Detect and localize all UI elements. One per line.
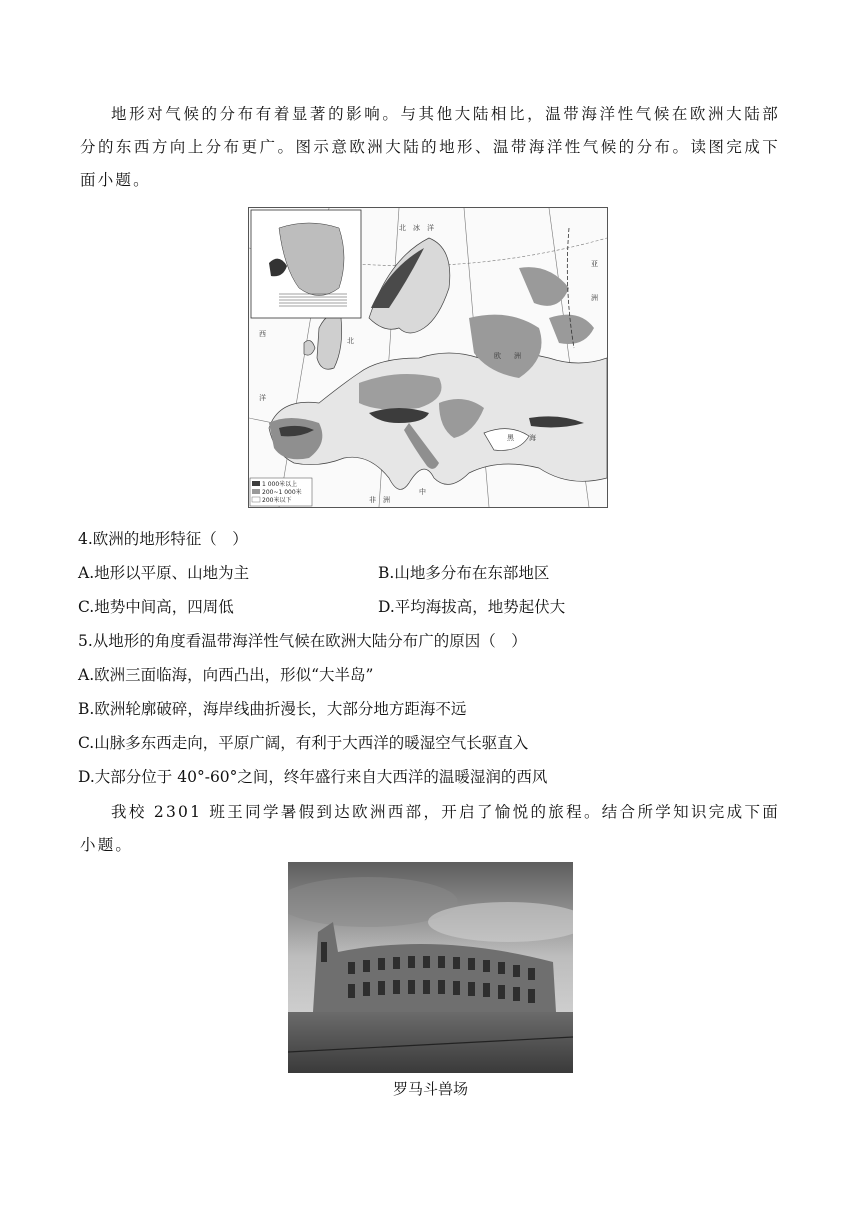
q4-stem: 4.欧洲的地形特征（ ） [78, 530, 248, 548]
label-mediterranean: 中 [419, 488, 426, 496]
label-black-sea-2: 海 [529, 434, 536, 442]
legend-mid: 200~1 000米 [262, 489, 302, 496]
label-europe-east-2: 洲 [514, 352, 521, 360]
q4-option-b: B.山地多分布在东部地区 [378, 564, 550, 582]
label-atlantic-west: 西 [259, 330, 266, 338]
europe-terrain-map [248, 207, 608, 508]
legend-low: 200米以下 [262, 497, 292, 504]
q4-option-d: D.平均海拔高，地势起伏大 [378, 598, 566, 616]
label-europe-east: 欧 [494, 352, 501, 360]
q5-option-a: A.欧洲三面临海，向西凸出，形似“大半岛” [78, 666, 374, 684]
legend-high: 1 000米以上 [262, 481, 298, 488]
label-asia-a: 亚 [591, 260, 598, 268]
q5-option-d: D.大部分位于 40°-60°之间，终年盛行来自大西洋的温暖湿润的西风 [78, 768, 548, 786]
intro-paragraph-2: 我校 2301 班王同学暑假到达欧洲西部，开启了愉悦的旅程。结合所学知识完成下面小题。 [80, 803, 780, 854]
label-north-sea: 北 [347, 337, 354, 345]
q5-stem: 5.从地形的角度看温带海洋性气候在欧洲大陆分布广的原因（ ） [78, 632, 527, 650]
map-graphic [249, 208, 607, 507]
intro-paragraph-1: 地形对气候的分布有着显著的影响。与其他大陆相比，温带海洋性气候在欧洲大陆部分的东西方向上分布更广。图示意欧洲大陆的地形、温带海洋性气候的分布。读图完成下面小题。 [80, 105, 780, 189]
label-africa: 非 洲 [369, 496, 390, 504]
label-asia-b: 洲 [591, 294, 598, 302]
q4-option-c: C.地势中间高，四周低 [78, 598, 234, 616]
colosseum-photo [288, 862, 573, 1073]
photo-caption: 罗马斗兽场 [392, 1080, 468, 1098]
q4-option-a: A.地形以平原、山地为主 [78, 564, 250, 582]
label-black-sea: 黑 [507, 434, 514, 442]
q5-option-c: C.山脉多东西走向，平原广阔，有利于大西洋的暖湿空气长驱直入 [78, 734, 529, 752]
label-atlantic-ocean: 洋 [259, 394, 266, 402]
q5-option-b: B.欧洲轮廓破碎，海岸线曲折漫长，大部分地方距海不远 [78, 700, 467, 718]
label-arctic-ocean: 北 冰 洋 [399, 224, 434, 232]
